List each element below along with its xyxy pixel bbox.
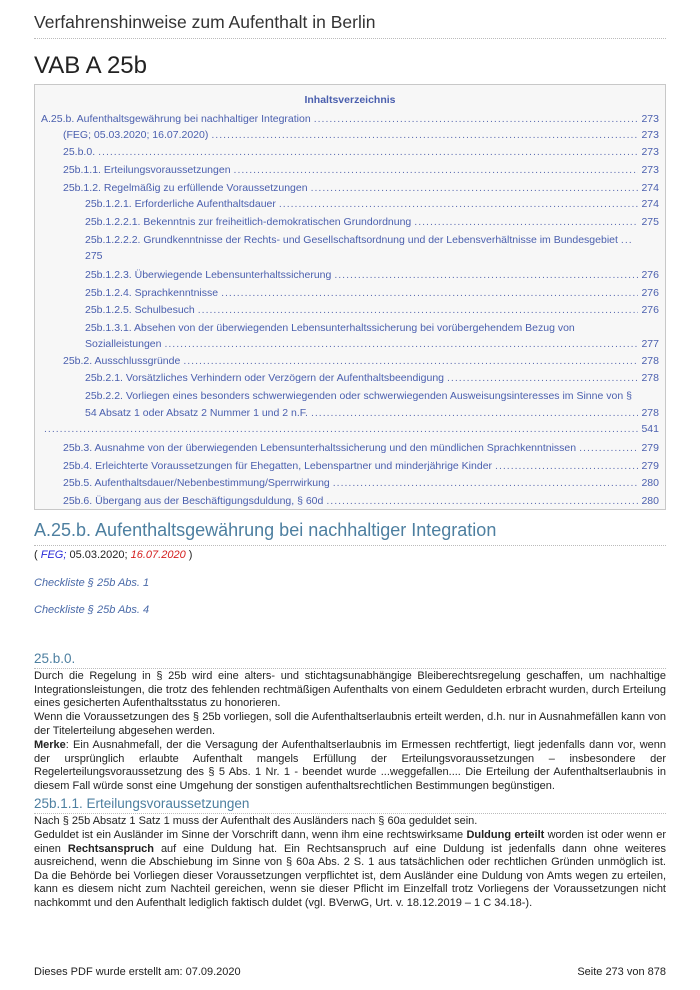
- toc-link[interactable]: 25b.1.2.5. Schulbesuch ..... 276: [85, 302, 659, 316]
- table-of-contents: [34, 84, 666, 510]
- subsection-heading: 25b.1.1. Erteilungsvoraussetzungen: [34, 796, 666, 814]
- section-dates: ( FEG; 05.03.2020; 16.07.2020 ): [34, 549, 193, 561]
- toc-link-continuation[interactable]: 275: [85, 250, 103, 262]
- date-link[interactable]: 16.07.2020: [130, 549, 186, 561]
- toc-link[interactable]: 25.b.0. ..... 273: [63, 144, 659, 158]
- toc-link-continuation[interactable]: 54 Absatz 1 oder Absatz 2 Nummer 1 und 2 n.F. ..... 278: [85, 405, 659, 419]
- toc-link[interactable]: ..... 541: [41, 421, 659, 435]
- toc-link[interactable]: A.25.b. Aufenthaltsgewährung bei nachhaltiger Integration ..... 273: [41, 111, 659, 125]
- checklist-link-abs1[interactable]: Checkliste § 25b Abs. 1: [34, 577, 150, 589]
- toc-link[interactable]: 25b.2.2. Vorliegen eines besonders schwerwiegenden oder schwerwiegenden Ausweisungsinteresses im Sinne von §: [85, 390, 632, 402]
- toc-link[interactable]: 25b.1.1. Erteilungsvoraussetzungen ..... 273: [63, 162, 659, 176]
- footer-page-number: Seite 273 von 878: [577, 966, 666, 978]
- checklist-link-abs4[interactable]: Checkliste § 25b Abs. 4: [34, 604, 150, 616]
- running-header: Verfahrenshinweise zum Aufenthalt in Berlin: [34, 12, 666, 39]
- toc-link[interactable]: 25b.4. Erleichterte Voraussetzungen für Ehegatten, Lebenspartner und minderjährige Kinder ..... 279: [63, 458, 659, 472]
- toc-link[interactable]: 25b.1.2.1. Erforderliche Aufenthaltsdauer ..... 274: [85, 196, 659, 210]
- document-title: VAB A 25b: [34, 52, 666, 85]
- footer-created-date: Dieses PDF wurde erstellt am: 07.09.2020: [34, 966, 241, 978]
- toc-link[interactable]: 25b.1.2.4. Sprachkenntnisse ..... 276: [85, 285, 659, 299]
- paragraph: Wenn die Voraussetzungen des § 25b vorliegen, soll die Aufenthaltserlaubnis erteilt werden, d.h. nur in Ausnahmefällen kann von der Titelerteilung abgesehen werden.: [34, 711, 666, 737]
- toc-title: Inhaltsverzeichnis: [304, 94, 396, 106]
- page-footer: [34, 966, 666, 978]
- feg-link[interactable]: FEG;: [40, 549, 67, 561]
- toc-link[interactable]: (FEG; 05.03.2020; 16.07.2020) ..... 273: [63, 127, 659, 141]
- toc-link[interactable]: 25b.1.2.2.2. Grundkenntnisse der Rechts- und Gesellschaftsordnung und der Lebensverhältnisse im Bundesgebiet .....: [85, 232, 659, 246]
- paragraph: Merke: Ein Ausnahmefall, der die Versagung der Aufenthaltserlaubnis im Ermessen rechtfertigt, liegt jedenfalls dann vor, wenn der ursprünglich erlaubte Aufenthalt mangels Erfüllung der Erteilungsvoraussetzungen – insbesondere der Regelerteilungsvoraussetzung des § 5 Abs. 1 Nr. 1 - beendet wurde ...weggefallen.... Die Erteilung der Aufenthaltserlaubnis in diesem Fall würde sonst eine Umgehung der sonstigen aufenthaltsrechtlichen Bestimmungen begünstigen.: [34, 739, 666, 792]
- paragraph: Nach § 25b Absatz 1 Satz 1 muss der Aufenthalt des Ausländers nach § 60a geduldet sein.: [34, 815, 478, 827]
- paragraph: Geduldet ist ein Ausländer im Sinne der Vorschrift dann, wenn ihm eine rechtswirksame Duldung erteilt worden ist oder wenn er einen Rechtsanspruch auf eine Duldung hat. Ein Rechtsanspruch auf eine Duldung ist jedenfalls dann ohne weiteres ausreichend, wenn die Abschiebung im Sinne von § 60a Abs. 2 S. 1 aus tatsächlichen oder rechtlichen Gründen unmöglich ist. Da die Behörde bei Vorliegen dieser Voraussetzungen verpflichtet ist, dem Ausländer eine Duldung von Amts wegen zu erteilen, kann es diesem nicht zum Nachteil gereichen, wenn sie dieser Pflicht im Einzelfall trotz Vorliegens der Voraussetzungen nicht nachkommt und den Aufenthalt lediglich faktisch duldet (vgl. BVerwG, Urt. v. 18.12.2019 – 1 C 34.18-).: [34, 829, 667, 909]
- toc-link[interactable]: 25b.1.3.1. Absehen von der überwiegenden Lebensunterhaltssicherung bei vorübergehendem Bezug von: [85, 322, 575, 334]
- subsection-heading: 25.b.0.: [34, 651, 666, 669]
- toc-link[interactable]: 25b.6. Übergang aus der Beschäftigungsduldung, § 60d ..... 280: [63, 493, 659, 507]
- toc-link[interactable]: 25b.3. Ausnahme von der überwiegenden Lebensunterhaltssicherung und den mündlichen Sprachkenntnissen ..... 279: [63, 440, 659, 454]
- paragraph: Durch die Regelung in § 25b wird eine alters- und stichtagsunabhängige Bleiberechtsregelung geschaffen, um nachhaltige Integrationsleistungen, die trotz des fehlenden rechtmäßigen Aufenthalts von einem Geduldeten erbracht wurden, durch Erteilung eines gesicherten Aufenthaltsstatus zu honorieren.: [34, 670, 666, 709]
- toc-link[interactable]: 25b.5. Aufenthaltsdauer/Nebenbestimmung/Sperrwirkung ..... 280: [63, 475, 659, 489]
- toc-link[interactable]: 25b.2. Ausschlussgründe ..... 278: [63, 353, 659, 367]
- toc-link[interactable]: 25b.1.2. Regelmäßig zu erfüllende Voraussetzungen ..... 274: [63, 180, 659, 194]
- section-heading: A.25.b. Aufenthaltsgewährung bei nachhaltiger Integration: [34, 520, 666, 546]
- toc-link[interactable]: 25b.2.1. Vorsätzliches Verhindern oder Verzögern der Aufenthaltsbeendigung ..... 278: [85, 370, 659, 384]
- toc-link-continuation[interactable]: Sozialleistungen ..... 277: [85, 336, 659, 350]
- toc-link[interactable]: 25b.1.2.2.1. Bekenntnis zur freiheitlich-demokratischen Grundordnung ..... 275: [85, 214, 659, 228]
- toc-link[interactable]: 25b.1.2.3. Überwiegende Lebensunterhaltssicherung ..... 276: [85, 267, 659, 281]
